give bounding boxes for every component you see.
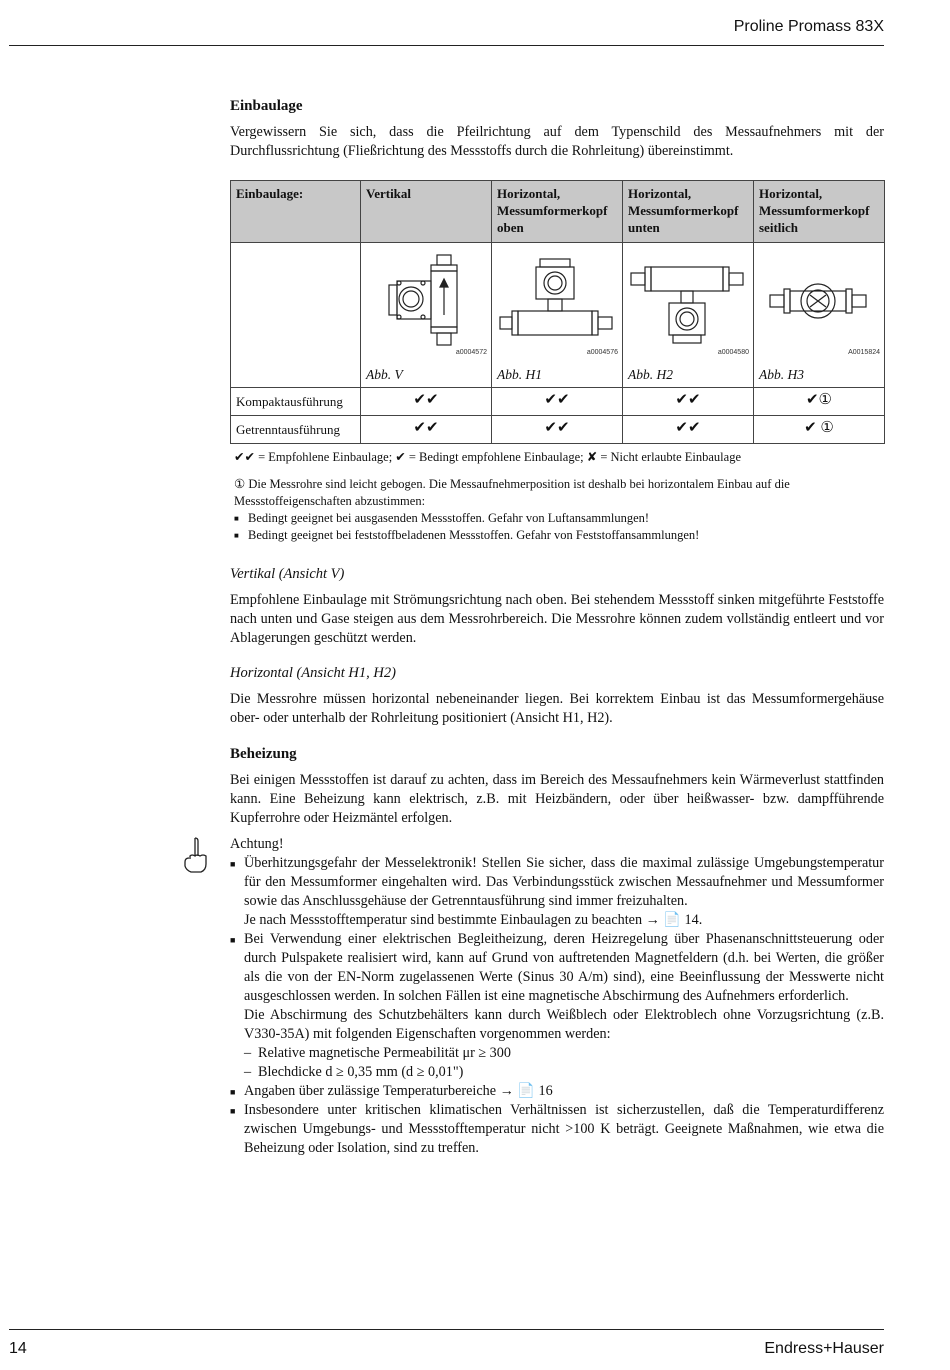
section-heading-beheizung: Beheizung	[230, 746, 297, 762]
check-cell: ✔✔	[492, 416, 623, 444]
section-heading-einbaulage: Einbaulage	[230, 98, 303, 114]
page-number: 14	[9, 1340, 27, 1357]
check-cell: ✔✔	[361, 388, 492, 416]
horizontal-head-down-drawing	[629, 253, 747, 349]
footer-rule	[9, 1329, 884, 1330]
dash-item: – Relative magnetische Permeabilität μr ≥ 300	[244, 1045, 511, 1061]
horizontal-head-side-drawing	[760, 253, 878, 349]
paragraph-heating: Bei einigen Messstoffen ist darauf zu achten, dass im Bereich des Messaufnehmers kein Wärmeverlust stattfinden kann. Eine Beheizung kann elektrisch, z.B. mit Heizbändern, oder über heißwasser- bzw. dampfführende Kupferrohre oder Heizmäntel erfolgen.	[230, 772, 884, 826]
empty-cell	[231, 243, 361, 388]
intro-paragraph: Vergewissern Sie sich, dass die Pfeilrichtung auf dem Typenschild des Messaufnehmers mit der Durchflussrichtung (Fließrichtung des Messstoffs durch die Rohrleitung) übereinstimmt.	[230, 124, 884, 159]
table-header: Einbaulage:	[231, 181, 361, 243]
figure-code: A0015824	[848, 349, 880, 356]
table-legend: ✔✔ = Empfohlene Einbaulage; ✔ = Bedingt empfohlene Einbaulage; ✘ = Nicht erlaubte Einbaulage	[234, 450, 741, 464]
footnote	[234, 476, 884, 544]
list-item: ■ Bedingt geeignet bei ausgasenden Messstoffen. Gefahr von Luftansammlungen!	[234, 510, 884, 527]
check-cell: ✔✔	[361, 416, 492, 444]
caution-hand-icon	[183, 836, 209, 874]
caution-text: Die Abschirmung des Schutzbehälters kann durch Weißblech oder Elektroblech ohne Vorzugsrichtung (z.B. V330-35A) mit folgenden Eigenschaften vorgenommen werden:	[244, 1007, 884, 1042]
row-label: Getrenntausführung	[231, 416, 361, 444]
paragraph-vertical: Empfohlene Einbaulage mit Strömungsrichtung nach oben. Bei stehendem Messstoff sinken mitgeführte Feststoffe nach unten und Gase steigen aus dem Messrohrbereich. Die Messrohre können zudem vollständig entleert und vor Ablagerungen geschützt werden.	[230, 592, 884, 646]
figure-code: a0004572	[455, 349, 487, 356]
table-header: Horizontal, Messumformerkopf seitlich	[754, 181, 885, 243]
table-header: Horizontal, Messumformerkopf oben	[492, 181, 623, 243]
check-cell: ✔①	[754, 388, 885, 416]
paragraph-horizontal: Die Messrohre müssen horizontal nebeneinander liegen. Bei korrektem Einbau ist das Messumformergehäuse ober- oder unterhalb der Rohrleitung positioniert (Ansicht H1, H2).	[230, 691, 884, 726]
horizontal-head-up-drawing	[498, 253, 616, 349]
figure-code: a0004580	[717, 349, 749, 356]
check-cell: ✔ ①	[754, 416, 885, 444]
footnote-list	[234, 510, 884, 544]
figure-caption: Abb. V	[366, 367, 403, 382]
caution-reference: Je nach Messstofftemperatur sind bestimmte Einbaulagen zu beachten → 📄 14.	[244, 912, 703, 928]
table-row	[231, 388, 885, 416]
table-row	[231, 416, 885, 444]
figure-caption: Abb. H1	[497, 367, 542, 382]
caution-list	[230, 854, 884, 1158]
subheading-vertical: Vertikal (Ansicht V)	[230, 566, 345, 582]
caution-text: Bei Verwendung einer elektrischen Begleitheizung, deren Heizregelung über Phasenanschnittsteuerung oder durch Pulspakete realisiert wird, kann auf Grund von auftretenden Magnetfeldern (d.h. bei Werten, die größer als die von der EN-Norm zugelassenen Werte (Sinus 30 A/m) sind), eine Beeinflussung der Messwerte nicht ausgeschlossen werden. In solchen Fällen ist eine magnetische Abschirmung des Aufnehmers erforderlich.	[244, 931, 884, 1004]
table-header: Horizontal, Messumformerkopf unten	[623, 181, 754, 243]
dash-item: – Blechdicke d ≥ 0,35 mm (d ≥ 0,01")	[244, 1064, 464, 1080]
footnote-text: ① Die Messrohre sind leicht gebogen. Die Messaufnehmerposition ist deshalb bei horizontalem Einbau auf die Messstoffeigenschaften abzustimmen:	[234, 477, 790, 508]
list-item	[230, 930, 884, 1082]
vertical-mounting-drawing	[367, 253, 485, 349]
list-item: ■ Bedingt geeignet bei feststoffbeladenen Messstoffen. Gefahr von Feststoffansammlungen!	[234, 527, 884, 544]
caution-title: Achtung!	[230, 836, 284, 852]
caution-text: Überhitzungsgefahr der Messelektronik! Stellen Sie sicher, dass die maximal zulässige Umgebungstemperatur für den Messumformer eingehalten wird. Das Verbindungsstück zwischen Messaufnehmer und Messumformer sowie das Anschlussgehäuse der Getrenntausführung sind immer freizuhalten.	[244, 855, 884, 909]
figure-row	[231, 243, 885, 388]
header-rule	[9, 45, 884, 46]
check-cell: ✔✔	[492, 388, 623, 416]
list-item: ■ Angaben über zulässige Temperaturbereiche → 📄 16	[230, 1082, 884, 1101]
check-cell: ✔✔	[623, 388, 754, 416]
figure-caption: Abb. H3	[759, 367, 804, 382]
footer-brand: Endress+Hauser	[764, 1340, 884, 1357]
row-label: Kompaktausführung	[231, 388, 361, 416]
installation-table	[230, 180, 885, 444]
list-item	[230, 854, 884, 930]
table-header: Vertikal	[361, 181, 492, 243]
check-cell: ✔✔	[623, 416, 754, 444]
figure-cell-h1	[492, 243, 623, 388]
dash-text: Relative magnetische Permeabilität μr ≥ 300	[258, 1045, 511, 1061]
page-content	[230, 98, 884, 1158]
subheading-horizontal: Horizontal (Ansicht H1, H2)	[230, 665, 396, 681]
figure-cell-v	[361, 243, 492, 388]
header-title: Proline Promass 83X	[733, 18, 884, 35]
figure-cell-h3	[754, 243, 885, 388]
table-header-row	[231, 181, 885, 243]
figure-code: a0004576	[586, 349, 618, 356]
list-item: ■ Insbesondere unter kritischen klimatischen Verhältnissen ist sicherzustellen, daß die Temperaturdifferenz zwischen Umgebungs- und Messstofftemperatur nicht >100 K beträgt. Geeignete Maßnahmen, wie etwa die Beheizung oder Isolation, sind zu treffen.	[230, 1101, 884, 1158]
dash-text: Blechdicke d ≥ 0,35 mm (d ≥ 0,01")	[258, 1064, 464, 1080]
figure-cell-h2	[623, 243, 754, 388]
figure-caption: Abb. H2	[628, 367, 673, 382]
